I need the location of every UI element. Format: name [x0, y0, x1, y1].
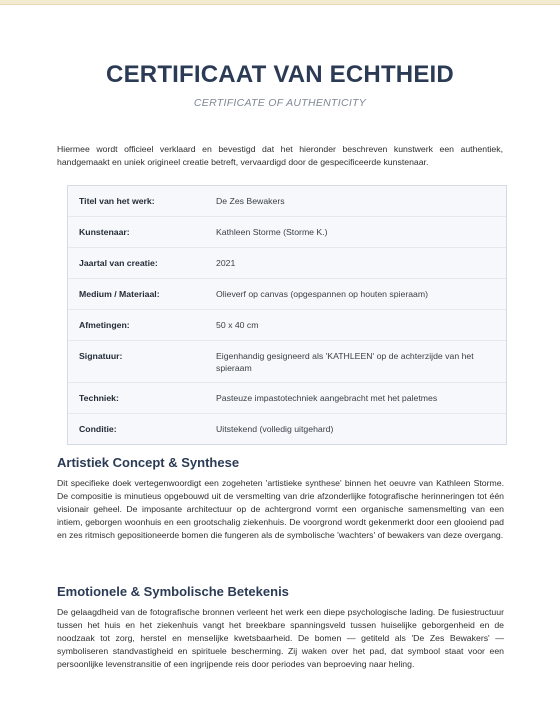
details-label: Conditie: [79, 424, 117, 434]
section-heading-meaning: Emotionele & Symbolische Betekenis [57, 584, 289, 599]
certificate-title: CERTIFICAAT VAN ECHTHEID [106, 61, 454, 88]
details-label: Signatuur: [79, 351, 123, 361]
details-value: Olieverf op canvas (opgespannen op houten spieraam) [216, 289, 429, 299]
details-value: Pasteuze impastotechniek aangebracht met het paletmes [216, 393, 438, 403]
section-heading-concept: Artistiek Concept & Synthese [57, 455, 240, 470]
details-table [67, 185, 507, 445]
details-value: Eigenhandig gesigneerd als 'KATHLEEN' op de achterzijde van het spieraam [216, 351, 474, 373]
details-row-medium [68, 279, 506, 310]
details-row-condition [68, 414, 506, 444]
certificate-subtitle: CERTIFICATE OF AUTHENTICITY [193, 97, 367, 109]
details-row-title [68, 186, 506, 217]
details-row-year [68, 248, 506, 279]
section-body-meaning: De gelaagdheid van de fotografische bronnen verleent het werk een diepe psychologische lading. De fusiestructuur tussen het huis en het ziekenhuis vangt het breekbare spanningsveld tussen huiselijke geborgenheid en de noodzaak tot zorg, herstel en menselijke kwetsbaarheid. De bomen — getiteld als 'De Zes Bewakers' — symboliseren standvastigheid en spirituele bescherming. Zij waken over het pad, dat symbool staat voor een persoonlijke levenstransitie of een ingrijpende reis door periodes van beproeving naar heling. [57, 607, 504, 670]
details-row-technique [68, 383, 506, 414]
details-label: Afmetingen: [79, 320, 130, 330]
details-value: De Zes Bewakers [216, 196, 285, 206]
details-label: Medium / Materiaal: [79, 289, 160, 299]
details-label: Techniek: [79, 393, 119, 403]
details-value: 2021 [216, 258, 236, 268]
details-label: Kunstenaar: [79, 227, 130, 237]
details-row-dimensions [68, 310, 506, 341]
details-row-signature [68, 341, 506, 383]
details-value: Kathleen Storme (Storme K.) [216, 227, 328, 237]
details-value: Uitstekend (volledig uitgehard) [216, 424, 334, 434]
details-row-artist [68, 217, 506, 248]
details-value: 50 x 40 cm [216, 320, 259, 330]
details-label: Jaartal van creatie: [79, 258, 158, 268]
section-body-concept: Dit specifieke doek vertegenwoordigt een zogeheten 'artistieke synthese' binnen het oeuvre van Kathleen Storme. De compositie is minutieus opgebouwd uit de versmelting van drie afzonderlijke fotografische herinneringen tot één visionair geheel. De imposante architectuur op de achtergrond vormt een organische samensmelting van een intiem, geborgen woonhuis en een grootschalig ziekenhuis. De voorgrond wordt gekenmerkt door een glooiend pad en zes ritmisch gepositioneerde bomen die fungeren als de symbolische 'wachters' of bewakers van deze overgang. [57, 478, 504, 541]
intro-paragraph: Hiermee wordt officieel verklaard en bevestigd dat het hieronder beschreven kunstwerk een authentiek, handgemaakt en uniek origineel creatie betreft, vervaardigd door de gespecificeerde kunstenaar. [57, 144, 503, 167]
details-label: Titel van het werk: [79, 196, 155, 206]
